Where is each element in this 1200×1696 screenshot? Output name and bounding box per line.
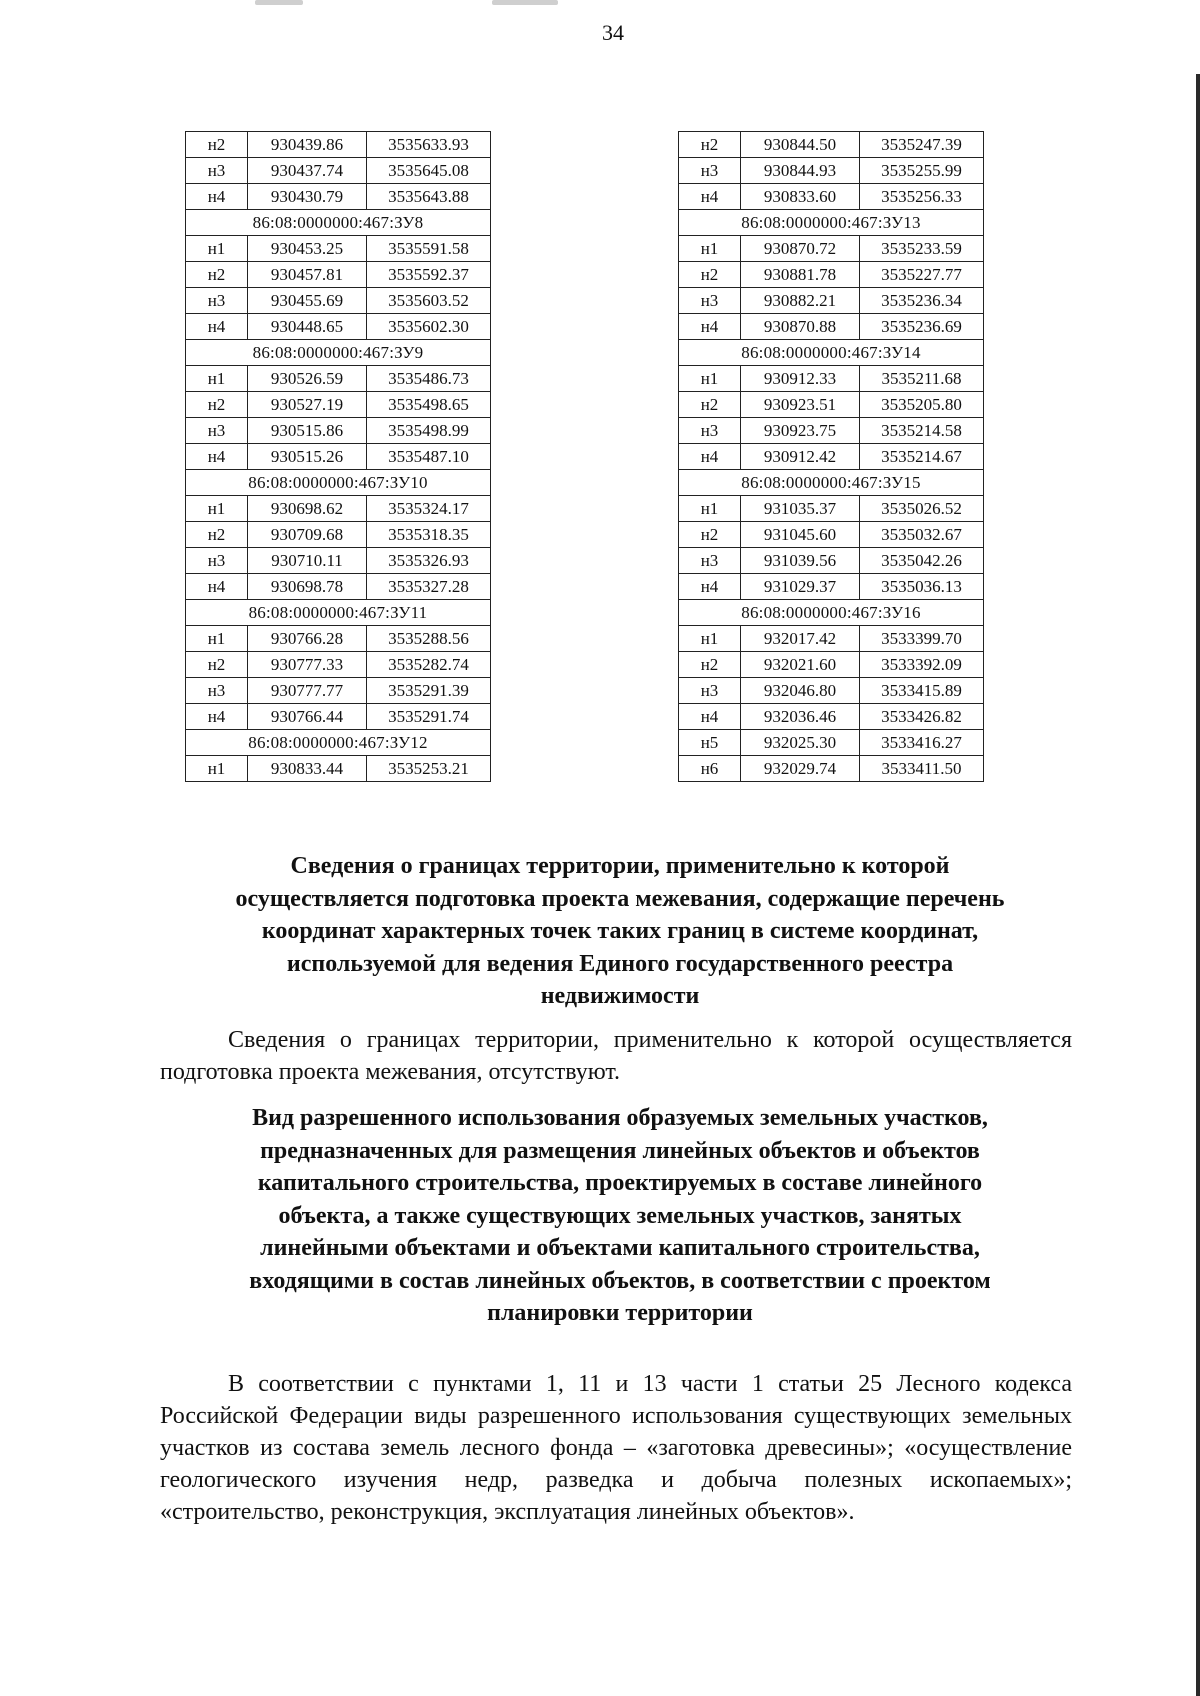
point-name-cell: н1 xyxy=(679,366,741,392)
point-name-cell: н2 xyxy=(679,652,741,678)
table-section-row xyxy=(186,470,491,496)
section-cadastral-number: 86:08:0000000:467:ЗУ13 xyxy=(679,210,984,236)
table-section-row xyxy=(679,470,984,496)
point-name-cell: н3 xyxy=(186,418,248,444)
x-coordinate-cell: 930430.79 xyxy=(248,184,367,210)
x-coordinate-cell: 930439.86 xyxy=(248,132,367,158)
y-coordinate-cell: 3535633.93 xyxy=(367,132,491,158)
heading-line: Сведения о границах территории, применительно к которой xyxy=(290,853,950,879)
table-row xyxy=(186,418,491,444)
point-name-cell: н3 xyxy=(679,548,741,574)
y-coordinate-cell: 3535214.58 xyxy=(860,418,984,444)
y-coordinate-cell: 3535211.68 xyxy=(860,366,984,392)
x-coordinate-cell: 930698.78 xyxy=(248,574,367,600)
x-coordinate-cell: 930710.11 xyxy=(248,548,367,574)
y-coordinate-cell: 3535643.88 xyxy=(367,184,491,210)
y-coordinate-cell: 3535236.34 xyxy=(860,288,984,314)
heading-line: планировки территории xyxy=(487,1300,753,1326)
table-section-row xyxy=(186,600,491,626)
point-name-cell: н1 xyxy=(186,366,248,392)
y-coordinate-cell: 3535227.77 xyxy=(860,262,984,288)
table-row xyxy=(679,392,984,418)
x-coordinate-cell: 931029.37 xyxy=(741,574,860,600)
x-coordinate-cell: 930515.86 xyxy=(248,418,367,444)
x-coordinate-cell: 930912.42 xyxy=(741,444,860,470)
x-coordinate-cell: 930833.44 xyxy=(248,756,367,782)
heading-line: объекта, а также существующих земельных участков, занятых xyxy=(278,1202,962,1229)
table-row xyxy=(186,132,491,158)
x-coordinate-cell: 930777.77 xyxy=(248,678,367,704)
scan-mark xyxy=(255,0,303,5)
x-coordinate-cell: 930448.65 xyxy=(248,314,367,340)
x-coordinate-cell: 930844.50 xyxy=(741,132,860,158)
y-coordinate-cell: 3533426.82 xyxy=(860,704,984,730)
y-coordinate-cell: 3535255.99 xyxy=(860,158,984,184)
table-row xyxy=(186,704,491,730)
heading-line: координат характерных точек таких границ в системе координат, xyxy=(261,918,979,944)
x-coordinate-cell: 931045.60 xyxy=(741,522,860,548)
coordinates-table-right xyxy=(678,131,984,782)
point-name-cell: н1 xyxy=(186,496,248,522)
point-name-cell: н2 xyxy=(186,392,248,418)
table-row xyxy=(679,444,984,470)
point-name-cell: н4 xyxy=(186,314,248,340)
x-coordinate-cell: 930923.51 xyxy=(741,392,860,418)
x-coordinate-cell: 932021.60 xyxy=(741,652,860,678)
table-row xyxy=(186,652,491,678)
section-cadastral-number: 86:08:0000000:467:ЗУ11 xyxy=(186,600,491,626)
table-row xyxy=(679,756,984,782)
heading-line: предназначенных для размещения линейных объектов и объектов xyxy=(260,1137,980,1164)
point-name-cell: н4 xyxy=(186,574,248,600)
y-coordinate-cell: 3535326.93 xyxy=(367,548,491,574)
table-row xyxy=(679,418,984,444)
y-coordinate-cell: 3535036.13 xyxy=(860,574,984,600)
table-row xyxy=(186,236,491,262)
table-row xyxy=(186,158,491,184)
x-coordinate-cell: 930870.88 xyxy=(741,314,860,340)
section-cadastral-number: 86:08:0000000:467:ЗУ9 xyxy=(186,340,491,366)
y-coordinate-cell: 3535253.21 xyxy=(367,756,491,782)
y-coordinate-cell: 3535205.80 xyxy=(860,392,984,418)
point-name-cell: н3 xyxy=(679,418,741,444)
y-coordinate-cell: 3535291.39 xyxy=(367,678,491,704)
x-coordinate-cell: 930527.19 xyxy=(248,392,367,418)
table-row xyxy=(679,548,984,574)
point-name-cell: н4 xyxy=(679,704,741,730)
scan-edge-line xyxy=(1196,74,1200,1696)
point-name-cell: н1 xyxy=(679,236,741,262)
section-heading-boundaries xyxy=(160,850,1080,1013)
point-name-cell: н4 xyxy=(679,314,741,340)
y-coordinate-cell: 3535233.59 xyxy=(860,236,984,262)
table-row xyxy=(679,314,984,340)
y-coordinate-cell: 3535288.56 xyxy=(367,626,491,652)
y-coordinate-cell: 3535602.30 xyxy=(367,314,491,340)
x-coordinate-cell: 930844.93 xyxy=(741,158,860,184)
table-section-row xyxy=(186,340,491,366)
table-row xyxy=(186,626,491,652)
section-cadastral-number: 86:08:0000000:467:ЗУ15 xyxy=(679,470,984,496)
point-name-cell: н2 xyxy=(679,132,741,158)
y-coordinate-cell: 3535256.33 xyxy=(860,184,984,210)
x-coordinate-cell: 930870.72 xyxy=(741,236,860,262)
table-row xyxy=(679,158,984,184)
table-section-row xyxy=(679,210,984,236)
table-section-row xyxy=(679,600,984,626)
point-name-cell: н4 xyxy=(186,444,248,470)
point-name-cell: н2 xyxy=(679,392,741,418)
point-name-cell: н4 xyxy=(186,704,248,730)
x-coordinate-cell: 930515.26 xyxy=(248,444,367,470)
table-row xyxy=(679,184,984,210)
y-coordinate-cell: 3535603.52 xyxy=(367,288,491,314)
table-row xyxy=(679,236,984,262)
heading-line: используемой для ведения Единого государственного реестра xyxy=(286,950,954,977)
table-row xyxy=(679,704,984,730)
table-row xyxy=(186,184,491,210)
x-coordinate-cell: 930437.74 xyxy=(248,158,367,184)
table-section-row xyxy=(186,730,491,756)
x-coordinate-cell: 930777.33 xyxy=(248,652,367,678)
table-row xyxy=(679,626,984,652)
point-name-cell: н1 xyxy=(186,236,248,262)
y-coordinate-cell: 3535645.08 xyxy=(367,158,491,184)
point-name-cell: н3 xyxy=(186,678,248,704)
table-row xyxy=(679,496,984,522)
paragraph-boundaries-absent: Сведения о границах территории, применительно к которой осуществляется подготовка проекта межевания, отсутствуют. xyxy=(160,1027,1072,1085)
scan-mark xyxy=(492,0,558,5)
y-coordinate-cell: 3533392.09 xyxy=(860,652,984,678)
point-name-cell: н6 xyxy=(679,756,741,782)
table-row xyxy=(186,288,491,314)
y-coordinate-cell: 3535026.52 xyxy=(860,496,984,522)
y-coordinate-cell: 3535042.26 xyxy=(860,548,984,574)
point-name-cell: н3 xyxy=(186,288,248,314)
x-coordinate-cell: 930881.78 xyxy=(741,262,860,288)
x-coordinate-cell: 930923.75 xyxy=(741,418,860,444)
point-name-cell: н3 xyxy=(679,288,741,314)
x-coordinate-cell: 930766.28 xyxy=(248,626,367,652)
y-coordinate-cell: 3535247.39 xyxy=(860,132,984,158)
heading-line: осуществляется подготовка проекта межевания, содержащие перечень xyxy=(235,885,1005,912)
x-coordinate-cell: 930882.21 xyxy=(741,288,860,314)
point-name-cell: н2 xyxy=(186,652,248,678)
table-row xyxy=(679,678,984,704)
table-row xyxy=(186,678,491,704)
y-coordinate-cell: 3535498.65 xyxy=(367,392,491,418)
table-row xyxy=(679,132,984,158)
x-coordinate-cell: 931039.56 xyxy=(741,548,860,574)
table-row xyxy=(186,522,491,548)
point-name-cell: н5 xyxy=(679,730,741,756)
section-cadastral-number: 86:08:0000000:467:ЗУ16 xyxy=(679,600,984,626)
point-name-cell: н4 xyxy=(679,184,741,210)
table-row xyxy=(186,392,491,418)
table-row xyxy=(679,652,984,678)
point-name-cell: н1 xyxy=(186,626,248,652)
section-cadastral-number: 86:08:0000000:467:ЗУ10 xyxy=(186,470,491,496)
point-name-cell: н1 xyxy=(679,496,741,522)
y-coordinate-cell: 3533411.50 xyxy=(860,756,984,782)
point-name-cell: н2 xyxy=(679,522,741,548)
table-row xyxy=(679,574,984,600)
y-coordinate-cell: 3533416.27 xyxy=(860,730,984,756)
x-coordinate-cell: 930453.25 xyxy=(248,236,367,262)
heading-line: Вид разрешенного использования образуемых земельных участков, xyxy=(252,1105,988,1131)
table-row xyxy=(679,730,984,756)
y-coordinate-cell: 3535324.17 xyxy=(367,496,491,522)
y-coordinate-cell: 3533415.89 xyxy=(860,678,984,704)
y-coordinate-cell: 3535486.73 xyxy=(367,366,491,392)
heading-line: входящими в состав линейных объектов, в соответствии с проектом xyxy=(249,1267,991,1294)
x-coordinate-cell: 930912.33 xyxy=(741,366,860,392)
heading-line: недвижимости xyxy=(540,983,700,1009)
y-coordinate-cell: 3533399.70 xyxy=(860,626,984,652)
table-row xyxy=(186,496,491,522)
point-name-cell: н2 xyxy=(186,262,248,288)
x-coordinate-cell: 930457.81 xyxy=(248,262,367,288)
point-name-cell: н3 xyxy=(186,548,248,574)
point-name-cell: н2 xyxy=(679,262,741,288)
point-name-cell: н2 xyxy=(186,522,248,548)
table-row xyxy=(186,262,491,288)
table-row xyxy=(186,314,491,340)
x-coordinate-cell: 930709.68 xyxy=(248,522,367,548)
table-row xyxy=(186,444,491,470)
y-coordinate-cell: 3535591.58 xyxy=(367,236,491,262)
x-coordinate-cell: 932025.30 xyxy=(741,730,860,756)
point-name-cell: н4 xyxy=(679,444,741,470)
y-coordinate-cell: 3535592.37 xyxy=(367,262,491,288)
x-coordinate-cell: 932029.74 xyxy=(741,756,860,782)
table-section-row xyxy=(186,210,491,236)
table-row xyxy=(679,522,984,548)
x-coordinate-cell: 932036.46 xyxy=(741,704,860,730)
x-coordinate-cell: 930766.44 xyxy=(248,704,367,730)
point-name-cell: н3 xyxy=(186,158,248,184)
section-heading-permitted-use xyxy=(160,1102,1080,1330)
point-name-cell: н3 xyxy=(679,678,741,704)
section-cadastral-number: 86:08:0000000:467:ЗУ14 xyxy=(679,340,984,366)
paragraph-forest-code: В соответствии с пунктами 1, 11 и 13 части 1 статьи 25 Лесного кодекса Российской Федерации виды разрешенного использования существующих земельных участков из состава земель лесного фонда – «заготовка древесины»; «осуществление геологического изучения недр, разведка и добыча полезных ископаемых»; «строительство, реконструкция, эксплуатация линейных объектов». xyxy=(160,1371,1072,1525)
point-name-cell: н4 xyxy=(679,574,741,600)
y-coordinate-cell: 3535282.74 xyxy=(367,652,491,678)
table-row xyxy=(186,548,491,574)
x-coordinate-cell: 930833.60 xyxy=(741,184,860,210)
table-row xyxy=(679,288,984,314)
point-name-cell: н4 xyxy=(186,184,248,210)
y-coordinate-cell: 3535327.28 xyxy=(367,574,491,600)
y-coordinate-cell: 3535487.10 xyxy=(367,444,491,470)
point-name-cell: н3 xyxy=(679,158,741,184)
x-coordinate-cell: 932017.42 xyxy=(741,626,860,652)
table-section-row xyxy=(679,340,984,366)
table-row xyxy=(679,366,984,392)
section-cadastral-number: 86:08:0000000:467:ЗУ12 xyxy=(186,730,491,756)
x-coordinate-cell: 930698.62 xyxy=(248,496,367,522)
point-name-cell: н1 xyxy=(679,626,741,652)
page-number: 34 xyxy=(602,20,624,45)
x-coordinate-cell: 930455.69 xyxy=(248,288,367,314)
heading-line: линейными объектами и объектами капитального строительства, xyxy=(260,1235,980,1261)
y-coordinate-cell: 3535498.99 xyxy=(367,418,491,444)
y-coordinate-cell: 3535291.74 xyxy=(367,704,491,730)
section-cadastral-number: 86:08:0000000:467:ЗУ8 xyxy=(186,210,491,236)
y-coordinate-cell: 3535318.35 xyxy=(367,522,491,548)
table-row xyxy=(186,366,491,392)
x-coordinate-cell: 930526.59 xyxy=(248,366,367,392)
table-row xyxy=(679,262,984,288)
x-coordinate-cell: 932046.80 xyxy=(741,678,860,704)
point-name-cell: н2 xyxy=(186,132,248,158)
x-coordinate-cell: 931035.37 xyxy=(741,496,860,522)
table-row xyxy=(186,574,491,600)
point-name-cell: н1 xyxy=(186,756,248,782)
heading-line: капитального строительства, проектируемых в составе линейного xyxy=(257,1170,983,1196)
table-row xyxy=(186,756,491,782)
y-coordinate-cell: 3535236.69 xyxy=(860,314,984,340)
coordinates-table-left xyxy=(185,131,491,782)
y-coordinate-cell: 3535214.67 xyxy=(860,444,984,470)
y-coordinate-cell: 3535032.67 xyxy=(860,522,984,548)
